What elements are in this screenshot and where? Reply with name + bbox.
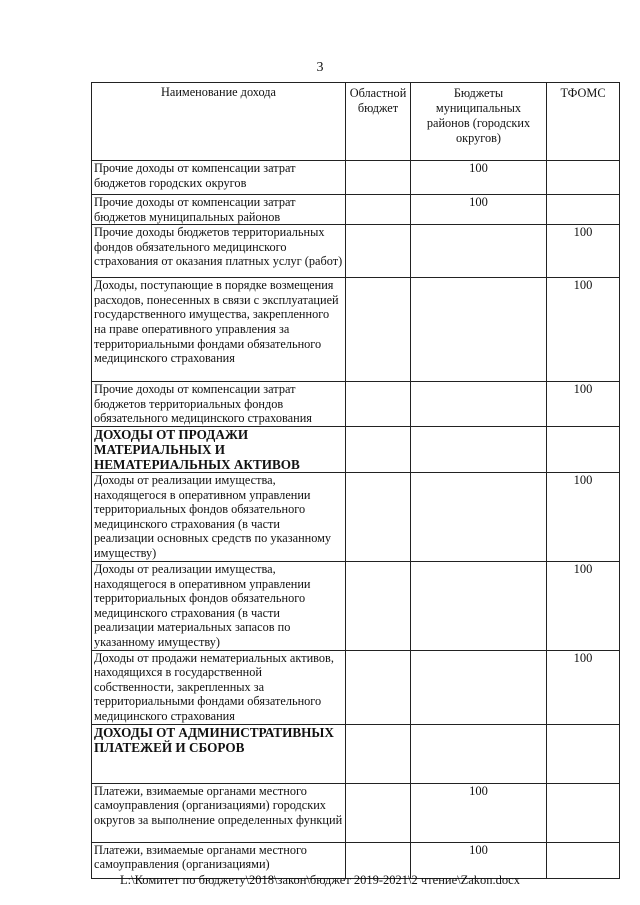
regional-budget-cell	[346, 161, 411, 195]
file-path-footer: L:\Комитет по бюджету\2018\закон\бюджет 2019-2021\2 чтение\Zakon.docx	[120, 873, 520, 887]
header-municipal-budgets: Бюджеты муниципальных районов (городских округов)	[411, 83, 547, 161]
table-header-row	[92, 83, 620, 161]
tfoms-cell: 100	[547, 650, 620, 724]
tfoms-cell	[547, 724, 620, 783]
income-name-cell: Доходы от продажи нематериальных активов, находящихся в государственной собственности, закрепленных за территориальными фондами обязательного медицинского страхования	[92, 650, 346, 724]
table-row	[92, 278, 620, 382]
header-tfoms: ТФОМС	[547, 83, 620, 161]
regional-budget-cell	[346, 561, 411, 650]
income-name-cell: Платежи, взимаемые органами местного самоуправления (организациями) городских округов за выполнение определенных функций	[92, 783, 346, 842]
table-body	[92, 161, 620, 879]
tfoms-cell: 100	[547, 278, 620, 382]
table-row	[92, 161, 620, 195]
income-name-cell: Прочие доходы от компенсации затрат бюджетов территориальных фондов обязательного медицинского страхования	[92, 382, 346, 427]
page-number: 3	[316, 60, 324, 75]
section-header-row	[92, 724, 620, 783]
municipal-budget-cell	[411, 278, 547, 382]
municipal-budget-cell	[411, 650, 547, 724]
municipal-budget-cell	[411, 225, 547, 278]
municipal-budget-cell	[411, 724, 547, 783]
regional-budget-cell	[346, 724, 411, 783]
regional-budget-cell	[346, 225, 411, 278]
table-row	[92, 225, 620, 278]
municipal-budget-cell: 100	[411, 842, 547, 878]
municipal-budget-cell	[411, 382, 547, 427]
table-row	[92, 195, 620, 225]
tfoms-cell	[547, 195, 620, 225]
municipal-budget-cell: 100	[411, 195, 547, 225]
tfoms-cell	[547, 783, 620, 842]
header-regional-budget: Областной бюджет	[346, 83, 411, 161]
municipal-budget-cell	[411, 426, 547, 472]
municipal-budget-cell: 100	[411, 783, 547, 842]
municipal-budget-cell: 100	[411, 161, 547, 195]
regional-budget-cell	[346, 278, 411, 382]
income-name-cell: ДОХОДЫ ОТ АДМИНИСТРАТИВНЫХ ПЛАТЕЖЕЙ И СБОРОВ	[92, 724, 346, 783]
income-name-cell: Прочие доходы бюджетов территориальных фондов обязательного медицинского страхования от оказания платных услуг (работ)	[92, 225, 346, 278]
table-row	[92, 561, 620, 650]
income-name-cell: Доходы от реализации имущества, находящегося в оперативном управлении территориальных фондов обязательного медицинского страхования (в части реализации материальных запасов по указанному имуществу)	[92, 561, 346, 650]
income-name-cell: Прочие доходы от компенсации затрат бюджетов городских округов	[92, 161, 346, 195]
income-name-cell: Доходы, поступающие в порядке возмещения расходов, понесенных в связи с эксплуатацией государственного имущества, закрепленного на праве оперативного управления за территориальными фондами обязательного медицинского страхования	[92, 278, 346, 382]
regional-budget-cell	[346, 472, 411, 561]
tfoms-cell: 100	[547, 561, 620, 650]
regional-budget-cell	[346, 426, 411, 472]
income-name-cell: Прочие доходы от компенсации затрат бюджетов муниципальных районов	[92, 195, 346, 225]
tfoms-cell: 100	[547, 472, 620, 561]
table-row	[92, 472, 620, 561]
municipal-budget-cell	[411, 561, 547, 650]
table-row	[92, 382, 620, 427]
regional-budget-cell	[346, 783, 411, 842]
income-name-cell: ДОХОДЫ ОТ ПРОДАЖИ МАТЕРИАЛЬНЫХ И НЕМАТЕРИАЛЬНЫХ АКТИВОВ	[92, 426, 346, 472]
tfoms-cell	[547, 161, 620, 195]
municipal-budget-cell	[411, 472, 547, 561]
income-distribution-table	[91, 82, 620, 879]
regional-budget-cell	[346, 195, 411, 225]
income-name-cell: Платежи, взимаемые органами местного самоуправления (организациями)	[92, 842, 346, 878]
tfoms-cell: 100	[547, 225, 620, 278]
income-name-cell: Доходы от реализации имущества, находящегося в оперативном управлении территориальных фондов обязательного медицинского страхования (в части реализации основных средств по указанному имуществу)	[92, 472, 346, 561]
tfoms-cell	[547, 426, 620, 472]
table-row	[92, 783, 620, 842]
regional-budget-cell	[346, 382, 411, 427]
tfoms-cell: 100	[547, 382, 620, 427]
table-row	[92, 650, 620, 724]
section-header-row	[92, 426, 620, 472]
regional-budget-cell	[346, 650, 411, 724]
header-income-name: Наименование дохода	[92, 83, 346, 161]
